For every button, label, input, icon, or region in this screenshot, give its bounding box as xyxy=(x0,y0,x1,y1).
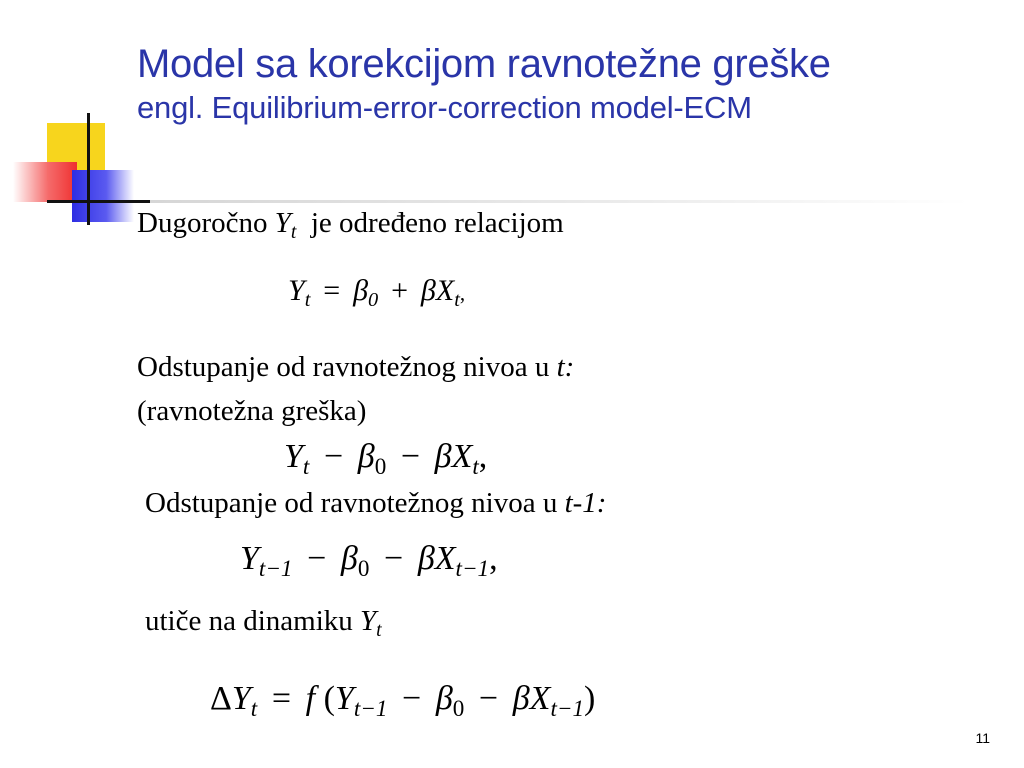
eq-operator: = xyxy=(271,680,292,717)
eq-subscript: t−1 xyxy=(550,695,585,722)
equation-error-t xyxy=(284,440,487,479)
horizontal-line xyxy=(47,200,155,203)
eq-symbol: Δ xyxy=(210,680,232,717)
eq-operator: − xyxy=(384,540,404,577)
text-segment: utiče na dinamiku xyxy=(145,605,353,637)
text-segment: Odstupanje od ravnotežnog nivoa u xyxy=(137,351,550,383)
equation-ecm xyxy=(210,682,595,721)
eq-symbol: β xyxy=(357,438,375,475)
eq-symbol: β xyxy=(353,274,369,307)
line-affects-dynamics xyxy=(145,607,382,641)
text-segment: Odstupanje od ravnotežnog nivoa u xyxy=(145,487,558,519)
eq-subscript: t−1 xyxy=(353,695,388,722)
equation-error-t-1 xyxy=(240,542,498,581)
eq-punct: , xyxy=(459,281,466,305)
slide-title-block xyxy=(137,44,831,123)
eq-symbol: β xyxy=(420,274,436,307)
eq-subscript: t−1 xyxy=(258,555,293,582)
line-deviation-t xyxy=(137,353,574,382)
eq-operator: = xyxy=(323,274,341,307)
line-deviation-t-1 xyxy=(145,489,606,518)
eq-subscript: 0 xyxy=(452,695,465,722)
eq-subscript: t xyxy=(472,453,479,480)
var-sub: t xyxy=(290,220,297,243)
eq-subscript: t xyxy=(304,289,311,312)
eq-symbol: X xyxy=(435,274,455,307)
eq-operator: + xyxy=(391,274,409,307)
eq-paren: ( xyxy=(323,680,335,717)
eq-operator: − xyxy=(478,680,499,717)
eq-subscript: t−1 xyxy=(455,555,490,582)
eq-symbol: Y xyxy=(284,438,303,475)
decorative-logo xyxy=(0,0,150,240)
eq-symbol: X xyxy=(451,438,473,475)
line-dugorocno xyxy=(137,209,564,243)
eq-symbol: f xyxy=(305,680,316,717)
eq-symbol: Y xyxy=(240,540,259,577)
eq-punct: , xyxy=(478,438,488,475)
eq-operator: − xyxy=(323,438,344,475)
eq-subscript: t xyxy=(454,289,460,312)
eq-symbol: X xyxy=(529,680,551,717)
eq-symbol: β xyxy=(435,680,453,717)
eq-symbol: β xyxy=(434,438,452,475)
eq-symbol: Y xyxy=(334,680,354,717)
var-t: t: xyxy=(556,351,575,383)
eq-symbol: X xyxy=(434,540,456,577)
text-segment: (ravnotežna greška) xyxy=(137,395,367,427)
eq-symbol: Y xyxy=(288,274,305,307)
title-divider xyxy=(150,200,970,203)
eq-symbol: Y xyxy=(231,680,251,717)
eq-symbol: β xyxy=(512,680,530,717)
var-y: Y xyxy=(274,207,291,239)
slide-title: Model sa korekcijom ravnotežne greške xyxy=(137,42,831,86)
eq-subscript: t xyxy=(250,695,258,722)
var-y: Y xyxy=(360,605,377,637)
eq-operator: − xyxy=(402,680,422,717)
eq-subscript: 0 xyxy=(357,555,370,582)
eq-subscript: 0 xyxy=(374,453,387,480)
eq-subscript: 0 xyxy=(368,289,379,312)
eq-symbol: β xyxy=(417,540,435,577)
blue-square xyxy=(72,170,134,222)
eq-operator: − xyxy=(400,438,421,475)
eq-symbol: β xyxy=(340,540,358,577)
equation-long-run xyxy=(288,276,465,311)
var-t-minus-1: t-1: xyxy=(564,487,607,519)
eq-operator: − xyxy=(307,540,327,577)
slide-subtitle: engl. Equilibrium-error-correction model-ECM xyxy=(137,90,752,125)
vertical-line xyxy=(87,113,90,225)
var-sub: t xyxy=(376,618,382,641)
red-square xyxy=(13,162,77,202)
line-equilibrium-error xyxy=(137,397,366,426)
text-segment: je određeno relacijom xyxy=(310,207,564,239)
text-segment: Dugoročno xyxy=(137,207,268,239)
eq-subscript: t xyxy=(302,453,310,480)
eq-paren: ) xyxy=(584,680,596,717)
eq-punct: , xyxy=(489,540,498,577)
page-number: 11 xyxy=(975,730,990,746)
